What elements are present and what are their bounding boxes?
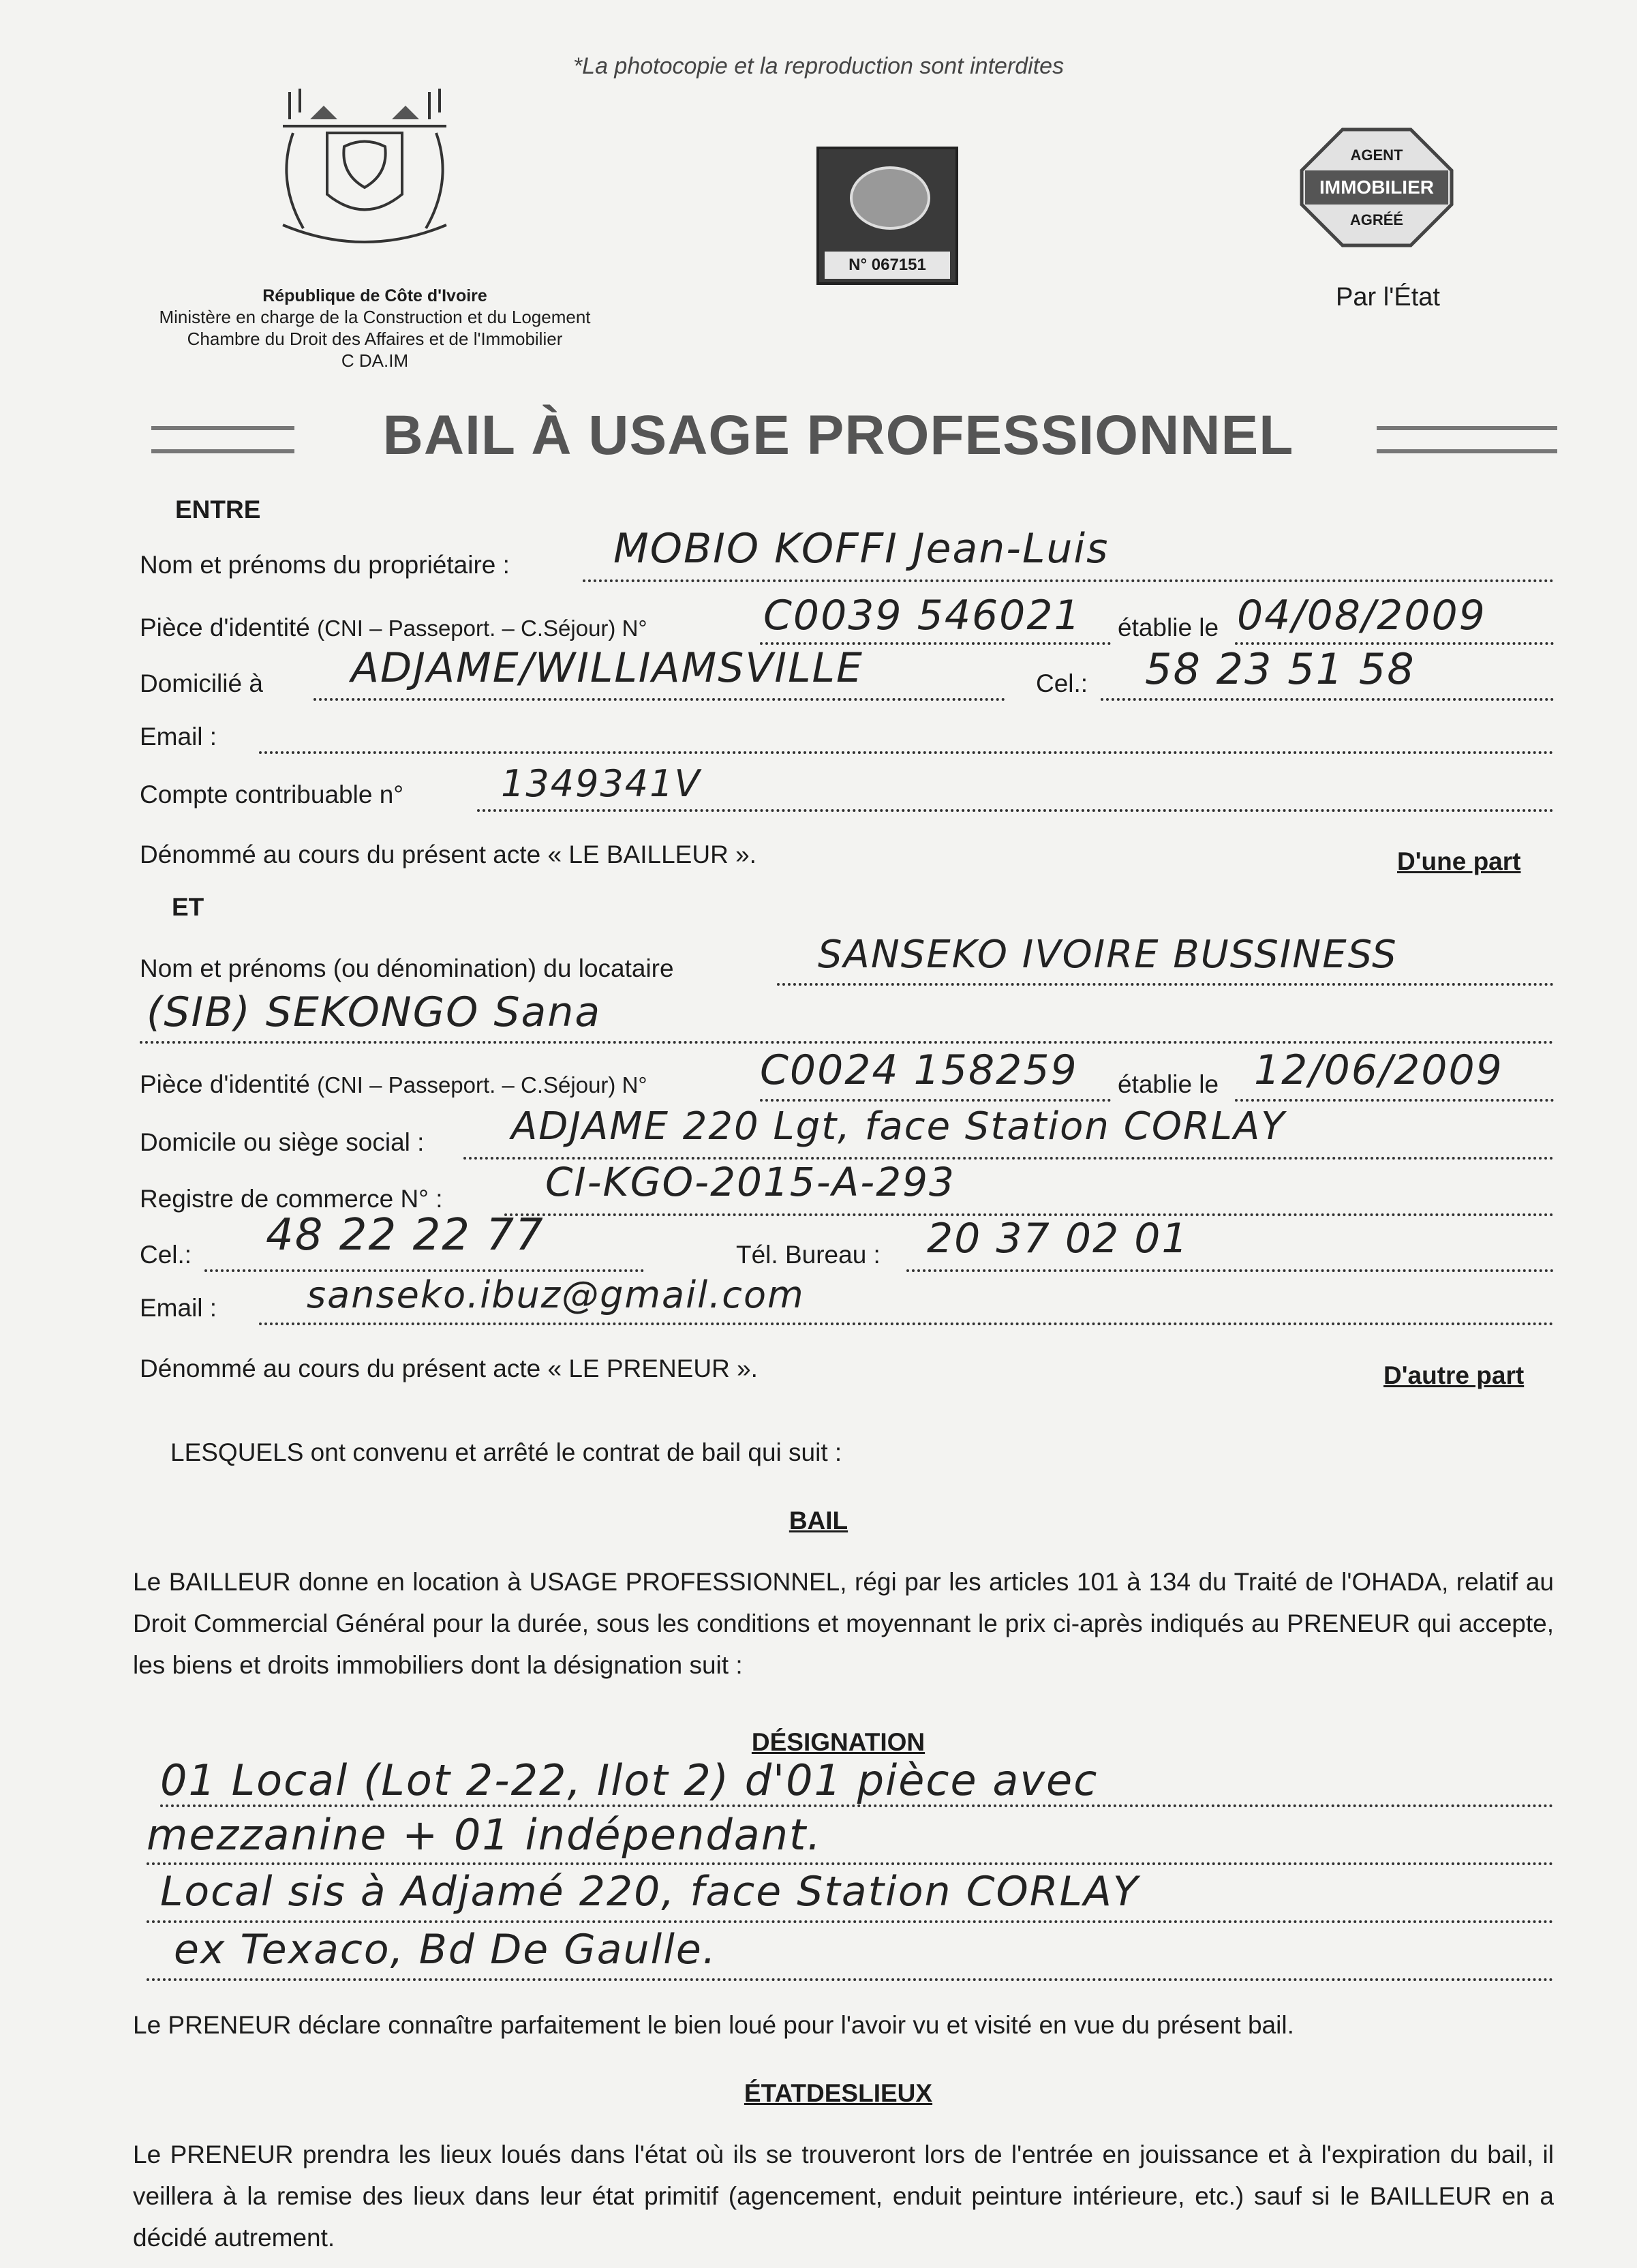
tenant-register-label: Registre de commerce N° : — [140, 1185, 443, 1213]
document-title: BAIL À USAGE PROFESSIONNEL — [382, 404, 1294, 466]
bailleur-named-label: Dénommé au cours du présent acte « LE BAILLEUR ». — [140, 841, 756, 868]
title-rule-right — [1377, 426, 1557, 453]
owner-email-line — [259, 751, 1554, 754]
coat-of-arms-logo — [262, 78, 467, 256]
tenant-id-line — [760, 1099, 1111, 1102]
badge-top-text: AGENT — [1350, 147, 1403, 164]
tenant-id-label-main: Pièce d'identité — [140, 1070, 310, 1098]
designation-line-2: mezzanine + 01 indépendant. — [147, 1810, 823, 1860]
owner-cel-line — [1101, 698, 1554, 701]
designation-line-3: Local sis à Adjamé 220, face Station CORLAY — [160, 1868, 1139, 1916]
seal-number: N° 067151 — [825, 252, 950, 279]
tenant-name-value2: (SIB) SEKONGO Sana — [147, 988, 602, 1036]
owner-domicile-label: Domicilié à — [140, 669, 263, 697]
agent-agree-badge — [1298, 126, 1455, 249]
tenant-office-line — [906, 1269, 1554, 1272]
designation-line-4-dots — [147, 1978, 1554, 1981]
designation-statement: Le PRENEUR déclare connaître parfaitement le bien loué pour l'avoir vu et visité en vue du présent bail. — [133, 2011, 1294, 2039]
tenant-register-value: CI-KGO-2015-A-293 — [545, 1159, 955, 1205]
etat-paragraph: Le PRENEUR prendra les lieux loués dans l'état où ils se trouveront lors de l'entrée en jouissance et à l'expiration du bail, il veillera à la remise des lieux dans leur état primitif (agencement, enduit peinture intérieure, etc.) sauf si le BAILLEUR en a décidé autrement. — [133, 2141, 1554, 2252]
owner-issued-label: établie le — [1118, 614, 1219, 641]
chamber-acronym: C DA.IM — [341, 350, 409, 371]
tenant-email-label: Email : — [140, 1294, 217, 1322]
owner-name-line — [583, 579, 1554, 582]
chamber-name: Chambre du Droit des Affaires et de l'Immobilier — [187, 329, 563, 349]
ministry-name: Ministère en charge de la Construction et du Logement — [159, 307, 591, 327]
owner-issued-value: 04/08/2009 — [1237, 592, 1486, 639]
tenant-cel-value: 48 22 22 77 — [266, 1210, 545, 1260]
tenant-id-value: C0024 158259 — [760, 1046, 1078, 1094]
owner-id-value: C0039 546021 — [763, 592, 1082, 639]
tenant-name-value: SANSEKO IVOIRE BUSSINESS — [818, 933, 1398, 977]
owner-taxpayer-line — [477, 809, 1554, 812]
bail-heading: BAIL — [789, 1507, 848, 1534]
owner-domicile-value: ADJAME/WILLIAMSVILLE — [351, 644, 863, 692]
hologram-seal — [816, 147, 958, 285]
tenant-office-label: Tél. Bureau : — [736, 1241, 881, 1269]
par-etat-label: Par l'État — [1336, 283, 1440, 312]
badge-bottom-text: AGRÉÉ — [1349, 211, 1404, 228]
designation-line-3-dots — [147, 1920, 1554, 1923]
bail-paragraph: Le BAILLEUR donne en location à USAGE PROFESSIONNEL, régi par les articles 101 à 134 du Traité de l'OHADA, relatif au Droit Commercial Général pour la durée, sous les conditions et moyennant le prix ci-après indiqués au PRENEUR qui accepte, les biens et droits immobiliers dont la désignation suit : — [133, 1568, 1554, 1679]
preneur-named-label: Dénommé au cours du présent acte « LE PRENEUR ». — [140, 1355, 758, 1382]
et-heading: ET — [172, 893, 204, 921]
tenant-name-label: Nom et prénoms (ou dénomination) du locataire — [140, 954, 674, 982]
entre-heading: ENTRE — [175, 496, 261, 524]
tenant-name-line2 — [140, 1041, 1554, 1044]
owner-domicile-line — [313, 698, 1005, 701]
tenant-issued-label: établie le — [1118, 1070, 1219, 1098]
tenant-email-line — [259, 1322, 1554, 1325]
designation-line-1: 01 Local (Lot 2-22, Ilot 2) d'01 pièce avec — [160, 1755, 1099, 1805]
owner-email-label: Email : — [140, 723, 217, 751]
title-rule-left — [151, 426, 294, 453]
owner-taxpayer-label: Compte contribuable n° — [140, 781, 404, 808]
tenant-cel-label: Cel.: — [140, 1241, 192, 1269]
tenant-name-line — [777, 983, 1554, 986]
copy-notice: *La photocopie et la reproduction sont interdites — [572, 53, 1065, 79]
owner-name-label: Nom et prénoms du propriétaire : — [140, 551, 510, 579]
tenant-id-label — [140, 1070, 647, 1099]
tenant-email-value: sanseko.ibuz@gmail.com — [307, 1273, 805, 1316]
owner-name-value: MOBIO KOFFI Jean-Luis — [613, 525, 1110, 573]
tenant-issued-value: 12/06/2009 — [1254, 1046, 1503, 1094]
country-name: République de Côte d'Ivoire — [262, 286, 487, 305]
tenant-office-value: 20 37 02 01 — [927, 1215, 1189, 1262]
tenant-cel-line — [204, 1269, 644, 1272]
designation-line-2-dots — [147, 1862, 1554, 1865]
bailleur-part-label: D'une part — [1397, 847, 1521, 875]
owner-cel-value: 58 23 51 58 — [1145, 644, 1416, 694]
tenant-id-label-small: (CNI – Passeport. – C.Séjour) N° — [317, 1072, 647, 1098]
tenant-seat-value: ADJAME 220 Lgt, face Station CORLAY — [511, 1104, 1286, 1149]
etat-heading: ÉTATDESLIEUX — [744, 2079, 933, 2107]
owner-taxpayer-value: 1349341V — [501, 762, 701, 805]
preneur-part-label: D'autre part — [1383, 1361, 1525, 1389]
designation-line-4: ex Texaco, Bd De Gaulle. — [174, 1926, 717, 1974]
designation-heading: DÉSIGNATION — [751, 1728, 925, 1756]
badge-mid-text: IMMOBILIER — [1319, 177, 1434, 198]
tenant-issued-line — [1235, 1099, 1554, 1102]
owner-cel-label: Cel.: — [1036, 669, 1088, 697]
lesquels-text: LESQUELS ont convenu et arrêté le contrat de bail qui suit : — [170, 1438, 842, 1466]
tenant-seat-label: Domicile ou siège social : — [140, 1128, 425, 1156]
owner-id-label-main: Pièce d'identité — [140, 614, 310, 641]
owner-id-label-small: (CNI – Passeport. – C.Séjour) N° — [317, 616, 647, 641]
owner-id-label — [140, 614, 647, 642]
seal-emblem — [850, 166, 930, 230]
